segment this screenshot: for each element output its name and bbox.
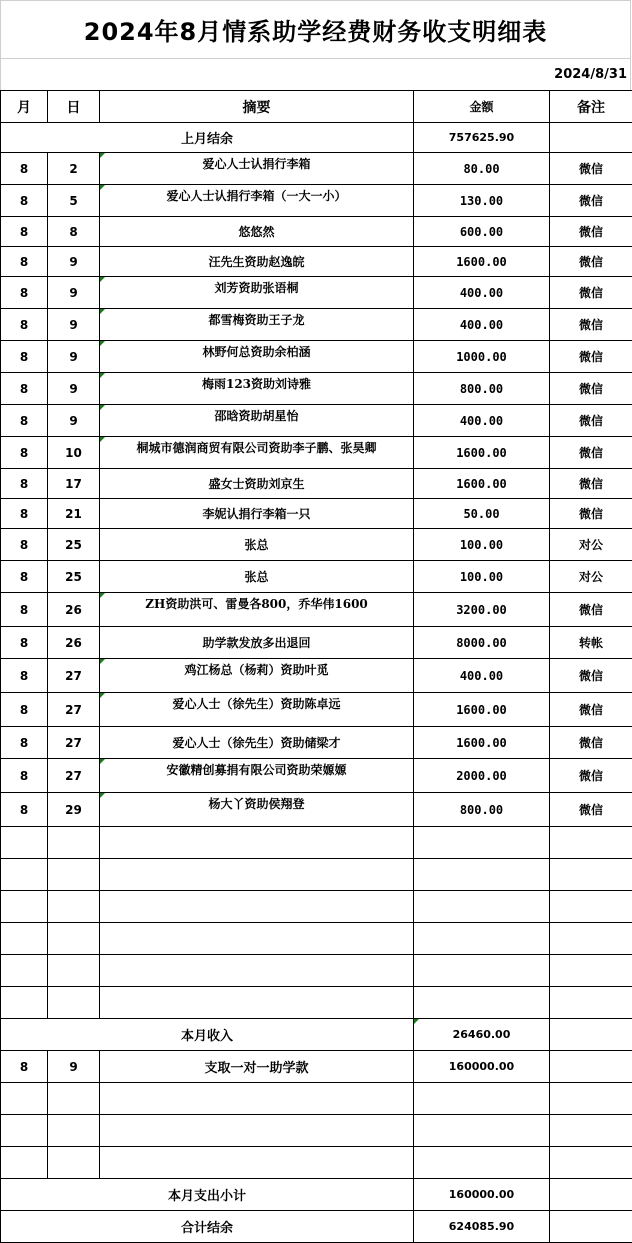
row-amount: 2000.00	[414, 759, 550, 793]
row-summary	[100, 561, 414, 593]
row-note: 微信	[550, 153, 632, 185]
row-amount: 800.00	[414, 373, 550, 405]
header-amount: 金额	[414, 91, 550, 123]
header-summary: 摘要	[100, 91, 414, 123]
row-amount: 130.00	[414, 185, 550, 217]
expense-month: 8	[1, 1051, 48, 1083]
empty-cell	[1, 955, 48, 987]
opening-label: 上月结余	[1, 123, 414, 153]
empty-cell	[48, 1083, 100, 1115]
table-row	[1, 529, 632, 561]
row-day: 26	[48, 593, 100, 627]
opening-amount: 757625.90	[414, 123, 550, 153]
row-note: 微信	[550, 277, 632, 309]
empty-cell	[1, 1083, 48, 1115]
comment-marker-icon	[100, 593, 105, 598]
comment-marker-icon	[100, 277, 105, 282]
empty-cell	[414, 1115, 550, 1147]
row-day: 27	[48, 659, 100, 693]
empty-row	[1, 827, 632, 859]
row-summary	[100, 373, 414, 405]
row-day: 26	[48, 627, 100, 659]
row-month: 8	[1, 469, 48, 499]
expense-total-row	[1, 1179, 632, 1211]
empty-row	[1, 955, 632, 987]
empty-cell	[550, 1083, 632, 1115]
row-day: 5	[48, 185, 100, 217]
row-note: 对公	[550, 561, 632, 593]
row-day: 9	[48, 373, 100, 405]
empty-cell	[1, 1147, 48, 1179]
table-row	[1, 693, 632, 727]
empty-cell	[414, 955, 550, 987]
row-month: 8	[1, 217, 48, 247]
row-note: 微信	[550, 727, 632, 759]
row-summary-text: 桐城市德润商贸有限公司资助李子鹏、张昊卿	[136, 441, 376, 455]
table-row	[1, 627, 632, 659]
row-amount: 1600.00	[414, 437, 550, 469]
empty-cell	[414, 923, 550, 955]
row-day: 2	[48, 153, 100, 185]
comment-marker-icon	[100, 341, 105, 346]
empty-cell	[414, 827, 550, 859]
row-summary-text: ZH资助洪可、雷曼各800，乔华伟1600	[145, 597, 368, 611]
expense-note	[550, 1051, 632, 1083]
table-row	[1, 217, 632, 247]
row-summary-text: 爱心人士认捐行李箱	[202, 157, 310, 171]
row-note: 微信	[550, 659, 632, 693]
income-total-note	[550, 1019, 632, 1051]
header-day: 日	[48, 91, 100, 123]
table-row	[1, 185, 632, 217]
empty-cell	[550, 827, 632, 859]
comment-marker-icon	[100, 659, 105, 664]
row-summary	[100, 593, 414, 627]
empty-row	[1, 1115, 632, 1147]
row-month: 8	[1, 373, 48, 405]
row-amount: 50.00	[414, 499, 550, 529]
empty-cell	[100, 923, 414, 955]
row-summary	[100, 309, 414, 341]
empty-cell	[1, 827, 48, 859]
row-summary-text: 安徽精创募捐有限公司资助荣嫄嫄	[166, 763, 346, 777]
empty-cell	[48, 955, 100, 987]
row-summary	[100, 727, 414, 759]
balance-label: 合计结余	[1, 1211, 414, 1243]
row-month: 8	[1, 759, 48, 793]
empty-cell	[414, 1083, 550, 1115]
row-summary	[100, 693, 414, 727]
row-summary	[100, 341, 414, 373]
row-summary	[100, 437, 414, 469]
empty-cell	[1, 891, 48, 923]
row-day: 9	[48, 341, 100, 373]
row-month: 8	[1, 593, 48, 627]
row-summary	[100, 247, 414, 277]
row-day: 9	[48, 277, 100, 309]
table-row	[1, 759, 632, 793]
row-summary-text: 李妮认捐行李箱一只	[202, 507, 310, 521]
empty-cell	[100, 1115, 414, 1147]
header-note: 备注	[550, 91, 632, 123]
row-month: 8	[1, 693, 48, 727]
table-row	[1, 727, 632, 759]
empty-cell	[550, 891, 632, 923]
row-amount: 1600.00	[414, 693, 550, 727]
expense-amount: 160000.00	[414, 1051, 550, 1083]
row-summary	[100, 759, 414, 793]
row-amount: 1000.00	[414, 341, 550, 373]
row-amount: 800.00	[414, 793, 550, 827]
row-month: 8	[1, 309, 48, 341]
empty-row	[1, 891, 632, 923]
empty-cell	[100, 827, 414, 859]
table-row	[1, 309, 632, 341]
comment-marker-icon	[100, 793, 105, 798]
comment-marker-icon	[100, 185, 105, 190]
empty-cell	[100, 859, 414, 891]
expense-total-label: 本月支出小计	[1, 1179, 414, 1211]
empty-cell	[48, 987, 100, 1019]
row-summary-text: 爱心人士（徐先生）资助陈卓远	[172, 697, 340, 711]
row-summary-text: 邵晗资助胡星怡	[214, 409, 298, 423]
row-summary-text: 都雪梅资助王子龙	[208, 313, 304, 327]
row-summary-text: 梅雨123资助刘诗雅	[202, 377, 311, 391]
table-row	[1, 373, 632, 405]
empty-cell	[1, 859, 48, 891]
row-amount: 1600.00	[414, 247, 550, 277]
row-day: 9	[48, 309, 100, 341]
table-row	[1, 469, 632, 499]
row-day: 9	[48, 247, 100, 277]
empty-cell	[100, 987, 414, 1019]
row-amount: 100.00	[414, 529, 550, 561]
comment-marker-icon	[100, 437, 105, 442]
row-month: 8	[1, 341, 48, 373]
empty-cell	[550, 923, 632, 955]
empty-row	[1, 1147, 632, 1179]
table-row	[1, 659, 632, 693]
ledger-table	[0, 90, 632, 1243]
empty-cell	[414, 891, 550, 923]
empty-row	[1, 923, 632, 955]
expense-day: 9	[48, 1051, 100, 1083]
row-summary-text: 悠悠然	[238, 225, 274, 239]
row-summary-text: 爱心人士认捐行李箱（一大一小）	[166, 189, 346, 203]
empty-cell	[1, 987, 48, 1019]
income-total-row	[1, 1019, 632, 1051]
empty-cell	[550, 1115, 632, 1147]
row-summary	[100, 529, 414, 561]
header-month: 月	[1, 91, 48, 123]
row-day: 27	[48, 727, 100, 759]
empty-cell	[48, 1115, 100, 1147]
row-amount: 80.00	[414, 153, 550, 185]
row-amount: 400.00	[414, 659, 550, 693]
row-summary-text: 杨大丫资助侯翔登	[208, 797, 304, 811]
row-summary-text: 助学款发放多出退回	[202, 636, 310, 650]
empty-cell	[1, 1115, 48, 1147]
table-row	[1, 437, 632, 469]
table-row	[1, 593, 632, 627]
row-amount: 3200.00	[414, 593, 550, 627]
row-day: 17	[48, 469, 100, 499]
row-note: 微信	[550, 217, 632, 247]
row-amount: 400.00	[414, 309, 550, 341]
comment-marker-icon	[100, 309, 105, 314]
table-row	[1, 341, 632, 373]
empty-cell	[550, 859, 632, 891]
empty-cell	[100, 955, 414, 987]
expense-total-amount: 160000.00	[414, 1179, 550, 1211]
empty-row	[1, 1083, 632, 1115]
row-note: 微信	[550, 247, 632, 277]
row-summary	[100, 793, 414, 827]
balance-note	[550, 1211, 632, 1243]
header-row	[1, 91, 632, 123]
row-month: 8	[1, 185, 48, 217]
empty-cell	[414, 987, 550, 1019]
row-day: 27	[48, 693, 100, 727]
expense-summary: 支取一对一助学款	[100, 1051, 414, 1083]
row-day: 9	[48, 405, 100, 437]
empty-cell	[550, 1147, 632, 1179]
row-day: 25	[48, 561, 100, 593]
row-summary	[100, 217, 414, 247]
row-summary-text: 爱心人士（徐先生）资助储梁才	[172, 736, 340, 750]
row-summary	[100, 499, 414, 529]
row-summary-text: 张总	[244, 538, 268, 552]
row-amount: 1600.00	[414, 727, 550, 759]
row-amount: 8000.00	[414, 627, 550, 659]
row-note: 微信	[550, 593, 632, 627]
balance-row	[1, 1211, 632, 1243]
empty-row	[1, 987, 632, 1019]
row-month: 8	[1, 247, 48, 277]
row-month: 8	[1, 659, 48, 693]
row-amount: 600.00	[414, 217, 550, 247]
row-note: 微信	[550, 373, 632, 405]
row-month: 8	[1, 437, 48, 469]
empty-cell	[48, 923, 100, 955]
row-note: 微信	[550, 693, 632, 727]
row-summary-text: 汪先生资助赵逸皖	[208, 255, 304, 269]
report-date: 2024/8/31	[0, 58, 631, 90]
row-summary-text: 林野何总资助余柏涵	[202, 345, 310, 359]
row-note: 微信	[550, 469, 632, 499]
row-month: 8	[1, 405, 48, 437]
row-day: 29	[48, 793, 100, 827]
empty-cell	[550, 987, 632, 1019]
row-note: 微信	[550, 185, 632, 217]
comment-marker-icon	[100, 405, 105, 410]
row-day: 8	[48, 217, 100, 247]
expense-row	[1, 1051, 632, 1083]
row-note: 微信	[550, 405, 632, 437]
row-summary	[100, 659, 414, 693]
empty-cell	[100, 1147, 414, 1179]
row-note: 微信	[550, 759, 632, 793]
row-month: 8	[1, 727, 48, 759]
empty-cell	[414, 859, 550, 891]
opening-note	[550, 123, 632, 153]
row-summary	[100, 277, 414, 309]
empty-cell	[414, 1147, 550, 1179]
row-summary-text: 盛女士资助刘京生	[208, 477, 304, 491]
row-month: 8	[1, 793, 48, 827]
row-amount: 400.00	[414, 405, 550, 437]
row-note: 微信	[550, 341, 632, 373]
row-amount: 100.00	[414, 561, 550, 593]
row-note: 微信	[550, 499, 632, 529]
empty-cell	[100, 891, 414, 923]
empty-cell	[100, 1083, 414, 1115]
row-month: 8	[1, 277, 48, 309]
income-total-value: 26460.00	[453, 1028, 511, 1041]
comment-marker-icon	[414, 1019, 419, 1024]
opening-balance-row	[1, 123, 632, 153]
row-day: 10	[48, 437, 100, 469]
row-month: 8	[1, 499, 48, 529]
income-total-label: 本月收入	[1, 1019, 414, 1051]
table-row	[1, 405, 632, 437]
balance-amount: 624085.90	[414, 1211, 550, 1243]
row-month: 8	[1, 561, 48, 593]
expense-total-note	[550, 1179, 632, 1211]
table-row	[1, 793, 632, 827]
table-row	[1, 499, 632, 529]
income-total-amount	[414, 1019, 550, 1051]
comment-marker-icon	[100, 759, 105, 764]
page-title: 2024年8月情系助学经费财务收支明细表	[0, 0, 631, 58]
row-month: 8	[1, 627, 48, 659]
row-summary-text: 鸡江杨总（杨莉）资助叶觅	[184, 663, 328, 677]
empty-cell	[48, 859, 100, 891]
row-day: 21	[48, 499, 100, 529]
row-summary-text: 刘芳资助张语桐	[214, 281, 298, 295]
row-note: 微信	[550, 437, 632, 469]
row-day: 25	[48, 529, 100, 561]
table-row	[1, 247, 632, 277]
row-amount: 1600.00	[414, 469, 550, 499]
table-row	[1, 561, 632, 593]
row-summary	[100, 153, 414, 185]
comment-marker-icon	[100, 153, 105, 158]
table-row	[1, 153, 632, 185]
empty-row	[1, 859, 632, 891]
row-note: 微信	[550, 793, 632, 827]
empty-cell	[550, 955, 632, 987]
comment-marker-icon	[100, 373, 105, 378]
row-summary	[100, 405, 414, 437]
row-summary	[100, 469, 414, 499]
row-summary	[100, 185, 414, 217]
table-row	[1, 277, 632, 309]
empty-cell	[1, 923, 48, 955]
empty-cell	[48, 891, 100, 923]
row-amount: 400.00	[414, 277, 550, 309]
row-month: 8	[1, 153, 48, 185]
row-summary-text: 张总	[244, 570, 268, 584]
row-note: 微信	[550, 309, 632, 341]
row-day: 27	[48, 759, 100, 793]
row-month: 8	[1, 529, 48, 561]
empty-cell	[48, 1147, 100, 1179]
comment-marker-icon	[100, 693, 105, 698]
row-note: 对公	[550, 529, 632, 561]
empty-cell	[48, 827, 100, 859]
row-summary	[100, 627, 414, 659]
row-note: 转帐	[550, 627, 632, 659]
